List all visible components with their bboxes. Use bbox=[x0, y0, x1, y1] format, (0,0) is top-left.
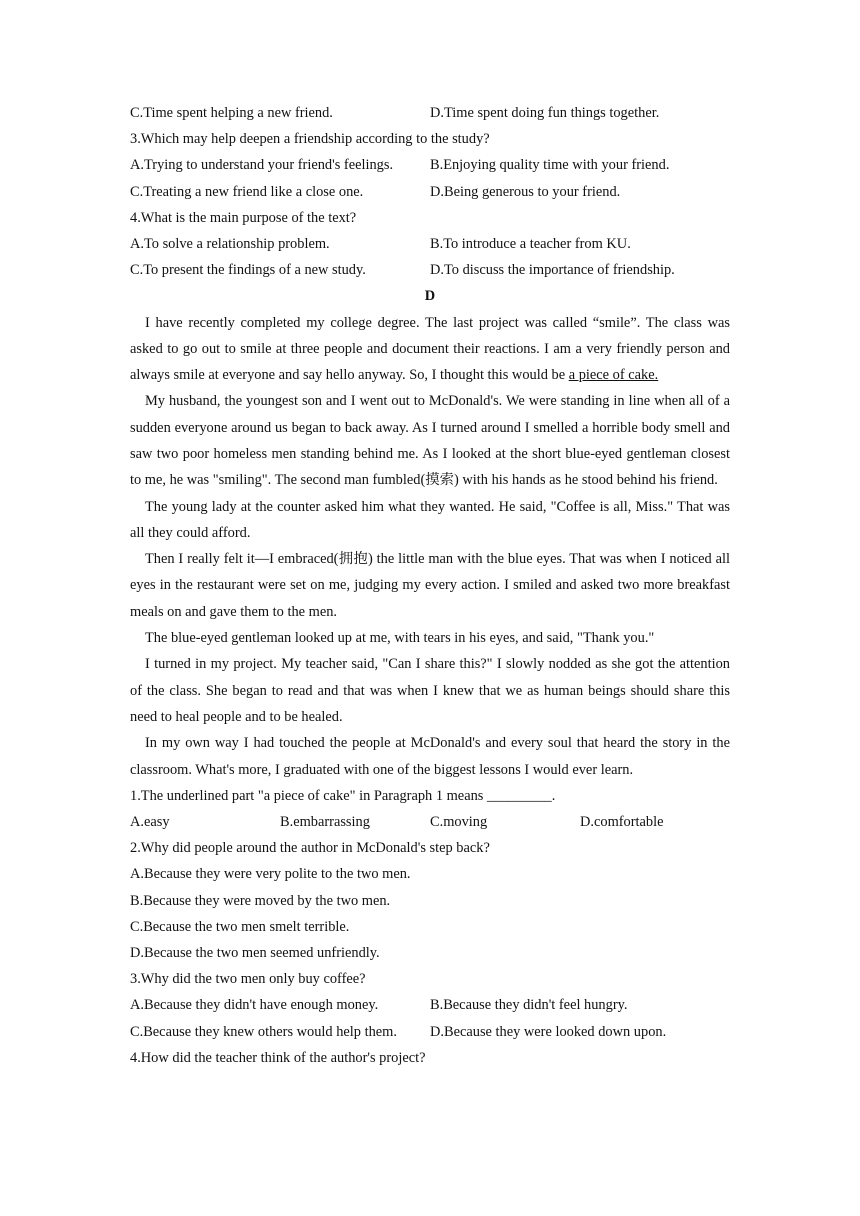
option-c: C.Because they knew others would help them. bbox=[130, 1023, 397, 1040]
option-row bbox=[130, 257, 730, 283]
option-a: A.Because they didn't have enough money. bbox=[130, 997, 379, 1014]
option-c: C.Because the two men smelt terrible. bbox=[130, 918, 350, 935]
question-stem: 3.Why did the two men only buy coffee? bbox=[130, 971, 366, 988]
question-stem: 2.Why did people around the author in McDonald's step back? bbox=[130, 840, 490, 857]
option-row bbox=[130, 231, 730, 257]
option-c: C.To present the findings of a new study. bbox=[130, 262, 366, 279]
option-a: A.To solve a relationship problem. bbox=[130, 235, 330, 252]
question-stem: 4.What is the main purpose of the text? bbox=[130, 209, 357, 226]
option-b: B.To introduce a teacher from KU. bbox=[430, 235, 631, 252]
option-c: C.Treating a new friend like a close one. bbox=[130, 183, 364, 200]
passage-paragraph bbox=[130, 310, 730, 389]
exam-page bbox=[130, 100, 730, 1071]
question-stem: 3.Which may help deepen a friendship according to the study? bbox=[130, 131, 490, 148]
option-row bbox=[130, 179, 730, 205]
option-a: A.easy bbox=[130, 814, 170, 831]
passage-paragraph: Then I really felt it—I embraced(拥抱) the little man with the blue eyes. That was when I noticed all eyes in the restaurant were set on me, judging my every action. I smiled and asked two more breakfast meals on and gave them to the men. bbox=[130, 551, 730, 620]
option-d: D.Being generous to your friend. bbox=[430, 183, 621, 200]
option-b: B.Because they were moved by the two men. bbox=[130, 892, 391, 909]
option-c: C.Time spent helping a new friend. bbox=[130, 105, 333, 121]
option-row bbox=[130, 992, 730, 1018]
question-stem: 1.The underlined part "a piece of cake" in Paragraph 1 means _________. bbox=[130, 787, 556, 804]
option-b: B.Because they didn't feel hungry. bbox=[430, 997, 628, 1014]
option-b: B.embarrassing bbox=[280, 814, 370, 831]
section-heading: D bbox=[424, 288, 436, 305]
option-row bbox=[130, 809, 730, 835]
option-a: A.Trying to understand your friend's feelings. bbox=[130, 157, 394, 174]
question-stem: 4.How did the teacher think of the author's project? bbox=[130, 1049, 426, 1066]
underlined-phrase: a piece of cake. bbox=[568, 367, 659, 384]
option-d: D.Time spent doing fun things together. bbox=[430, 105, 660, 121]
passage-paragraph: The blue-eyed gentleman looked up at me, with tears in his eyes, and said, "Thank you." bbox=[145, 630, 655, 647]
option-row bbox=[130, 152, 730, 178]
option-d: D.Because the two men seemed unfriendly. bbox=[130, 944, 380, 961]
passage-paragraph: In my own way I had touched the people at McDonald's and every soul that heard the story in the classroom. What's more, I graduated with one of the biggest lessons I would ever learn. bbox=[130, 735, 730, 778]
option-row bbox=[130, 100, 730, 126]
option-a: A.Because they were very polite to the two men. bbox=[130, 866, 411, 883]
option-d: D.To discuss the importance of friendship. bbox=[430, 262, 675, 279]
option-row bbox=[130, 1019, 730, 1045]
option-d: D.Because they were looked down upon. bbox=[430, 1023, 667, 1040]
passage-paragraph: My husband, the youngest son and I went out to McDonald's. We were standing in line when all of a sudden everyone around us began to back away. As I turned around I smelled a horrible body smell and saw two poor homeless men standing behind me. As I looked at the short blue-eyed gentleman closest to me, he was "smiling". The second man fumbled(摸索) with his hands as he stood behind his friend. bbox=[130, 393, 730, 489]
passage-paragraph: The young lady at the counter asked him what they wanted. He said, "Coffee is all, Miss." That was all they could afford. bbox=[130, 498, 730, 541]
option-c: C.moving bbox=[430, 814, 488, 831]
option-b: B.Enjoying quality time with your friend. bbox=[430, 157, 670, 174]
paragraph-text: I have recently completed my college degree. The last project was called “smile”. The class was asked to go out to smile at three people and document their reactions. I am a very friendly person and always smile at everyone and say hello anyway. So, I thought this would be bbox=[130, 314, 730, 384]
option-d: D.comfortable bbox=[580, 814, 664, 831]
passage-paragraph: I turned in my project. My teacher said, "Can I share this?" I slowly nodded as she got the attention of the class. She began to read and that was when I knew that we as human beings should share this need to heal people and to be healed. bbox=[130, 656, 730, 725]
